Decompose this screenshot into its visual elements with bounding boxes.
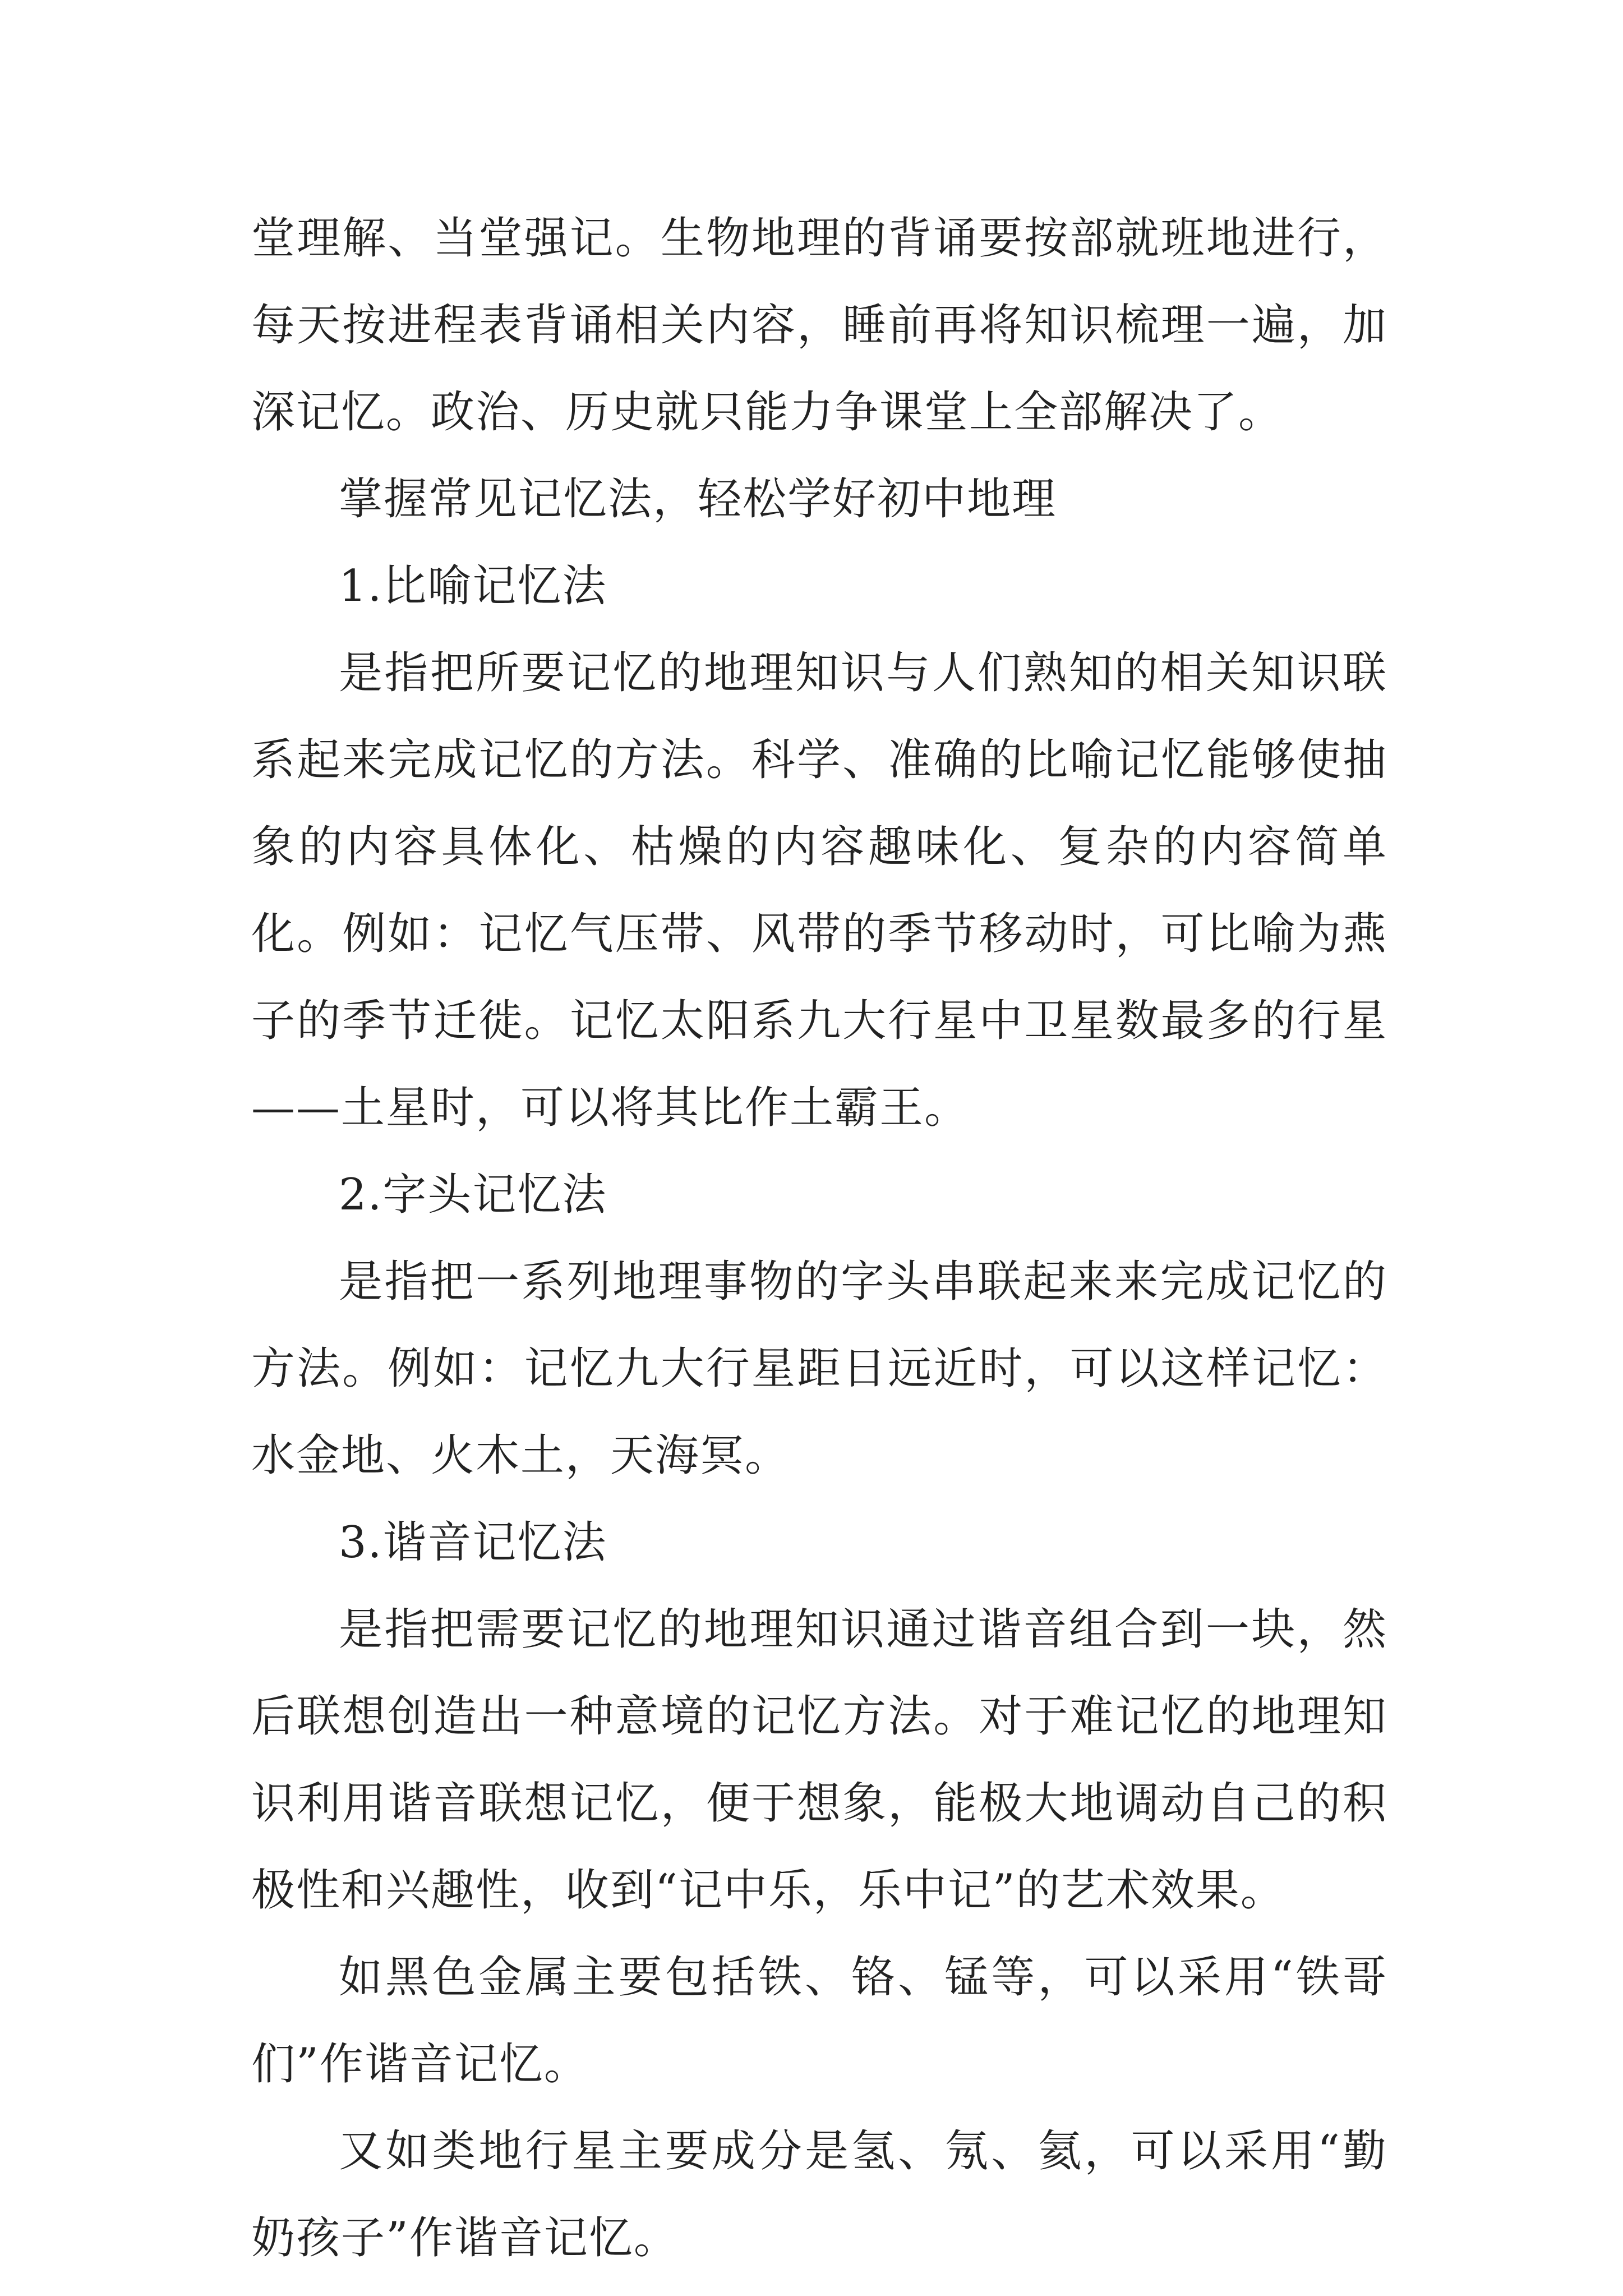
method-heading-metaphor: 1.比喻记忆法 (339, 561, 607, 611)
section-heading: 掌握常见记忆法，轻松学好初中地理 (339, 474, 1057, 524)
paragraph-initials: 是指把一系列地理事物的字头串联起来来完成记忆的方法。例如：记忆九大行星距日远近时，可以这样记忆：水金地、火木土，天海冥。 (251, 1257, 1387, 1481)
method-heading-homophone: 3.谐音记忆法 (339, 1517, 607, 1568)
paragraph-homophone: 是指把需要记忆的地理知识通过谐音组合到一块，然后联想创造出一种意境的记忆方法。对于难记忆的地理知识利用谐音联想记忆，便于想象，能极大地调动自己的积极性和兴趣性，收到“记中乐，乐中记”的艺术效果。 (251, 1604, 1387, 1916)
paragraph-example-planets: 又如类地行星主要成分是氢、氖、氦，可以采用“勤奶孩子”作谐音记忆。 (251, 2126, 1387, 2263)
paragraph-example-metals: 如黑色金属主要包括铁、铬、锰等，可以采用“铁哥们”作谐音记忆。 (251, 1952, 1387, 2090)
paragraph-continuation: 堂理解、当堂强记。生物地理的背诵要按部就班地进行，每天按进程表背诵相关内容，睡前再将知识梳理一遍，加深记忆。政治、历史就只能力争课堂上全部解决了。 (251, 213, 1387, 438)
method-heading-initials: 2.字头记忆法 (339, 1170, 607, 1220)
document-body (251, 195, 1387, 2282)
paragraph-metaphor: 是指把所要记忆的地理知识与人们熟知的相关知识联系起来完成记忆的方法。科学、准确的比喻记忆能够使抽象的内容具体化、枯燥的内容趣味化、复杂的内容简单化。例如：记忆气压带、风带的季节移动时，可比喻为燕子的季节迁徙。记忆太阳系九大行星中卫星数最多的行星——土星时，可以将其比作土霸王。 (251, 648, 1387, 1133)
